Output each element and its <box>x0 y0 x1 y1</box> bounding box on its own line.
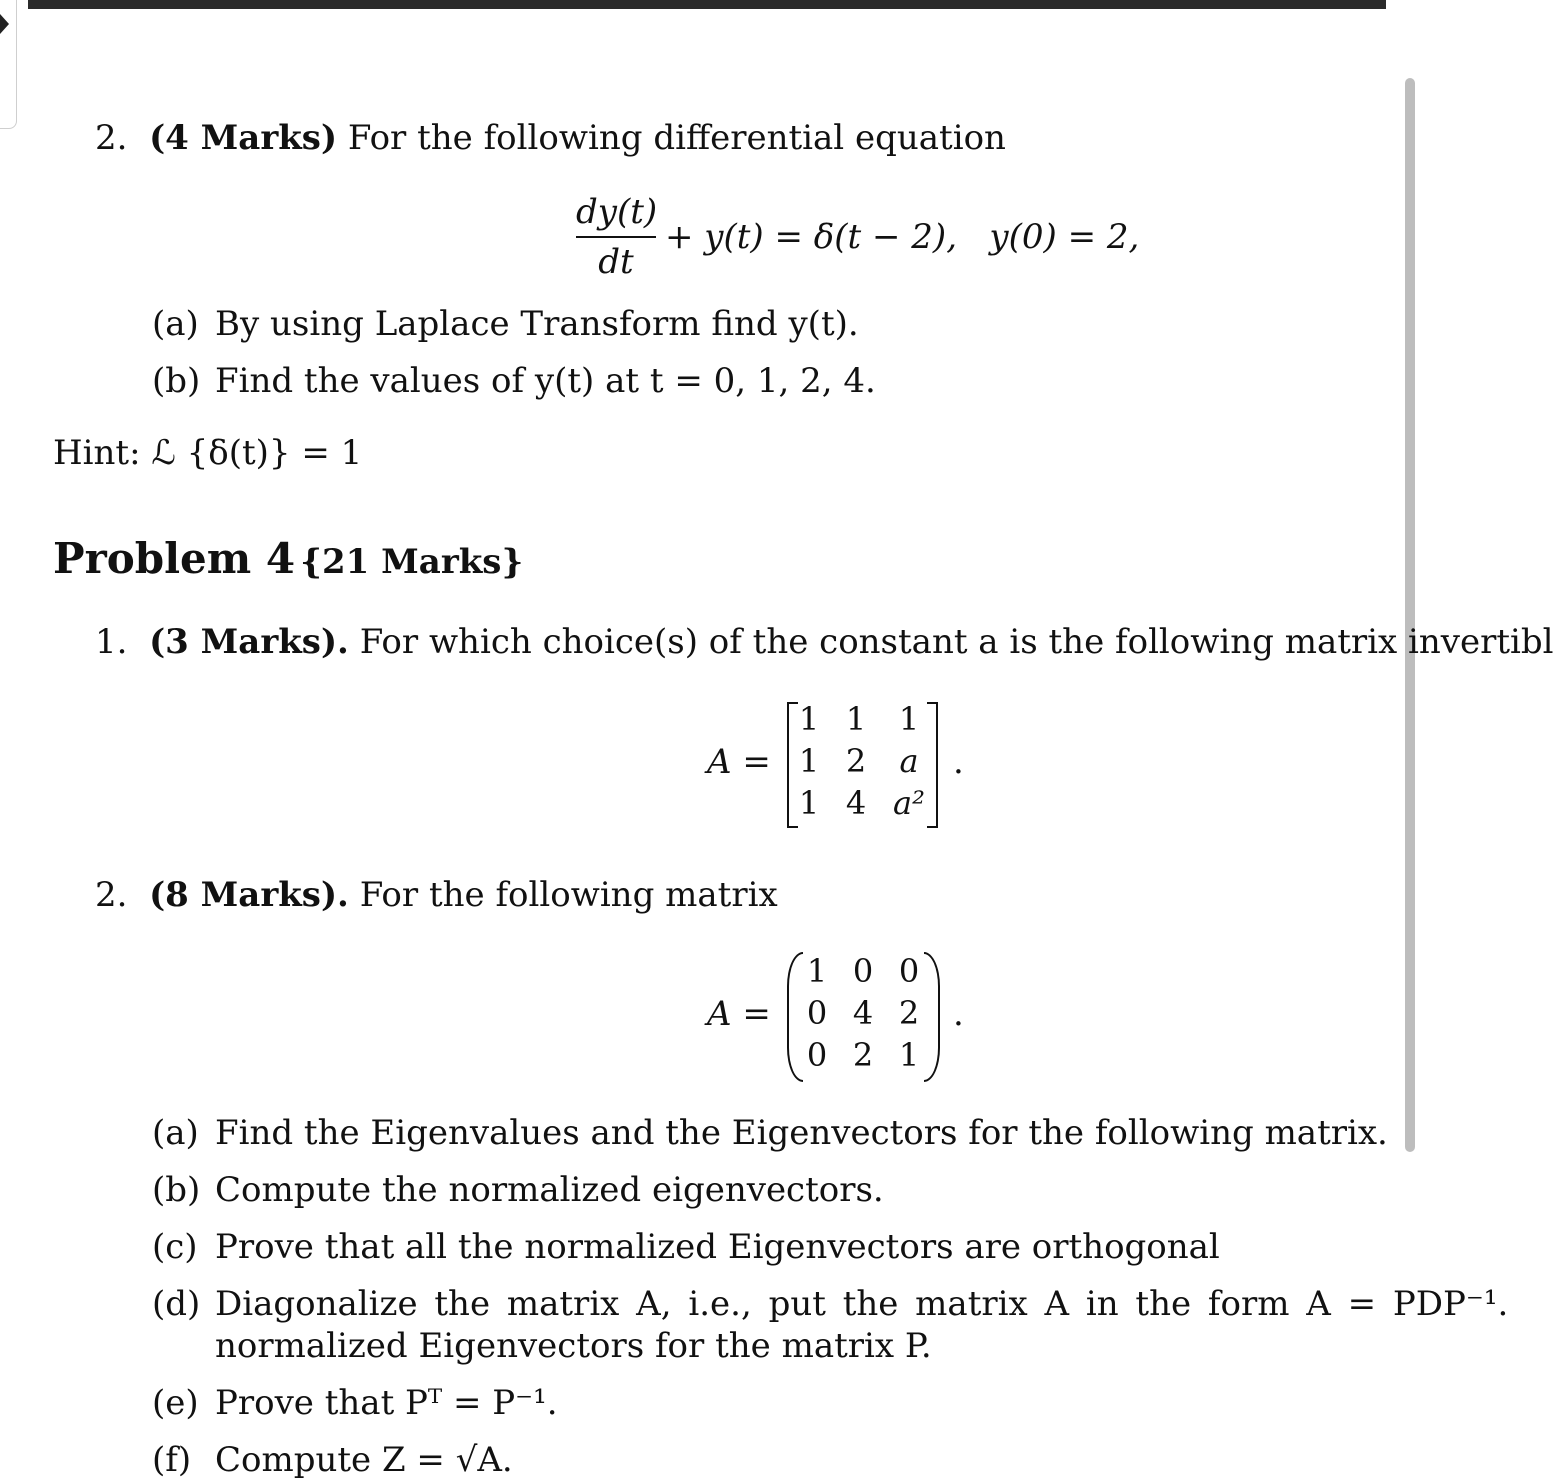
hint-text: Hint: ℒ {δ(t)} = 1 <box>53 433 363 473</box>
part-label: (e) <box>152 1383 199 1423</box>
part-b <box>152 361 200 401</box>
part-label: (a) <box>152 1113 199 1153</box>
matrix-1-lhs: A = <box>707 742 771 782</box>
matrix-1-period: . <box>953 742 964 782</box>
matrix-2-cell: 0 <box>852 952 874 990</box>
part-a-text: By using Laplace Transform find y(t). <box>215 304 859 344</box>
fraction-numerator: dy(t) <box>576 192 658 232</box>
scrollbar-thumb[interactable] <box>1405 78 1415 1152</box>
matrix-2-cell: 2 <box>898 994 920 1032</box>
question-intro: For the following differential equation <box>347 118 1006 158</box>
equation-rhs: + y(t) = δ(t − 2), y(0) = 2, <box>665 217 1140 257</box>
matrix-1-cell: 1 <box>845 700 867 738</box>
matrix-2-cell: 0 <box>806 1036 828 1074</box>
matrix-2-cell: 1 <box>898 1036 920 1074</box>
part-e-text: Prove that Pᵀ = P⁻¹. <box>215 1383 558 1423</box>
matrix-2-cell: 4 <box>852 994 874 1032</box>
matrix-1-cell: 1 <box>798 784 820 822</box>
part-a-text: Find the Eigenvalues and the Eigenvectors for the following matrix. <box>215 1113 1388 1153</box>
derivative-fraction <box>576 192 656 282</box>
part-label: (a) <box>152 304 199 344</box>
part-d-text-continued: normalized Eigenvectors for the matrix P. <box>215 1326 932 1366</box>
matrix-2-cell: 0 <box>898 952 920 990</box>
part-label: (f) <box>152 1440 192 1480</box>
problem-4-heading <box>53 534 523 583</box>
part-b-text: Find the values of y(t) at t = 0, 1, 2, 4. <box>215 361 876 401</box>
top-toolbar-bar <box>28 0 1386 9</box>
part-b-text: Compute the normalized eigenvectors. <box>215 1170 884 1210</box>
part-f-text: Compute Z = √A. <box>215 1440 513 1480</box>
part-d-text: Diagonalize the matrix A, i.e., put the matrix A in the form A = PDP⁻¹. <box>215 1284 1509 1324</box>
matrix-2-cell: 1 <box>806 952 828 990</box>
question-number: 2. <box>95 118 128 158</box>
fraction-bar <box>576 236 656 238</box>
matrix-2-cell: 0 <box>806 994 828 1032</box>
matrix-1-cell: a <box>899 742 919 780</box>
question-marks: (4 Marks) <box>149 118 338 158</box>
question-number: 2. <box>95 875 128 915</box>
question-text: For the following matrix <box>359 875 778 915</box>
matrix-1-cell: 4 <box>845 784 867 822</box>
part-a <box>152 304 199 344</box>
problem-title: Problem 4 <box>53 534 296 583</box>
matrix-1-cell: 1 <box>898 700 920 738</box>
question-text: For which choice(s) of the constant a is the following matrix invertibl <box>359 622 1554 662</box>
matrix-2-period: . <box>953 994 964 1034</box>
matrix-1-cell: 1 <box>798 700 820 738</box>
part-label: (b) <box>152 1170 201 1210</box>
p4-question-1-header <box>95 622 1554 662</box>
problem-marks: {21 Marks} <box>300 542 524 582</box>
part-c-text: Prove that all the normalized Eigenvectors are orthogonal <box>215 1227 1220 1267</box>
question-marks: (8 Marks). <box>149 875 349 915</box>
p4-question-2-header <box>95 875 778 915</box>
part-label: (d) <box>152 1284 201 1324</box>
question-marks: (3 Marks). <box>149 622 349 662</box>
matrix-2-lhs: A = <box>707 994 771 1034</box>
matrix-2-cell: 2 <box>852 1036 874 1074</box>
matrix-1-cell: 2 <box>845 742 867 780</box>
question-2-header <box>95 118 1006 158</box>
question-number: 1. <box>95 622 128 662</box>
fraction-denominator: dt <box>598 242 634 282</box>
matrix-1-cell: a² <box>893 784 925 822</box>
part-label: (b) <box>152 361 201 401</box>
part-label: (c) <box>152 1227 198 1267</box>
expand-arrow-icon[interactable] <box>0 14 9 34</box>
matrix-1-cell: 1 <box>798 742 820 780</box>
